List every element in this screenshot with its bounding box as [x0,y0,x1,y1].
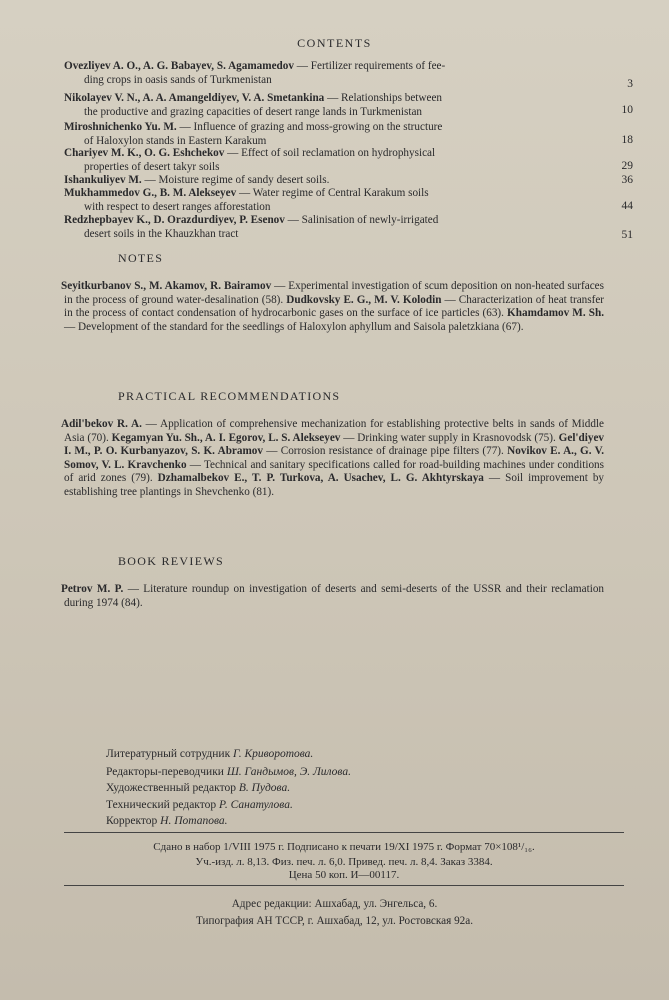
staff-line: Технический редактор Р. Санатулова. [106,799,293,811]
staff-line: Редакторы-переводчики Ш. Гандымов, Э. Лилова. [106,766,351,778]
staff-line: Литературный сотрудник Г. Криворотова. [106,748,314,760]
entry-title-cont: the productive and grazing capacities of desert range lands in Turkmenistan [84,105,423,118]
entry-title: — Relationships between [327,92,443,104]
notes-heading: NOTES [118,251,164,265]
entry-title: — Salinisation of newly-irrigated [287,214,439,226]
entry-page: 29 [621,160,633,172]
note-authors: Dudkovsky E. G., M. V. Kolodin [286,293,442,306]
entry-title: — Moisture regime of sandy desert soils. [144,174,330,186]
entry-page: 18 [621,134,633,146]
rec-text: — Corrosion resistance of drainage pipe filters (77). [266,445,504,458]
contents-entry [64,187,604,214]
contents-heading: CONTENTS [297,36,372,50]
divider [64,885,624,886]
staff-line: Художественный редактор В. Пудова. [106,782,291,794]
entry-title: — Water regime of Central Karakum soils [238,187,429,199]
entry-title-cont: ding crops in oasis sands of Turkmenistan [84,73,272,86]
note-authors: Seyitkurbanov S., M. Akamov, R. Bairamov [61,280,272,292]
rec-authors: Adil'bekov R. A. [61,418,142,430]
reviews-paragraph [61,583,605,610]
rec-text: — Soil improvement by establishing tree plantings in Shevchenko (81). [64,472,605,498]
entry-title-cont: desert soils in the Khauzkhan tract [84,227,239,240]
rec-text: — Technical and sanitary specifications called for road-building machines under conditions of arid zones (79). [64,458,604,485]
entry-authors: Miroshnichenko Yu. M. [64,121,177,133]
contents-entry [64,60,604,87]
note-text: — Characterization of heat transfer in the process of contact condensation of hydrocarbonic gases on the surface of ice particles (63). [64,293,605,320]
contents-entry [64,147,604,174]
entry-authors: Chariyev M. K., O. G. Eshchekov [64,147,225,159]
entry-title-cont: with respect to desert ranges afforestation [84,200,271,213]
imprint-line: Сдано в набор 1/VIII 1975 г. Подписано к печати 19/XI 1975 г. Формат 70×108¹/₁₆. [153,841,535,853]
entry-authors: Ishankuliyev M. [64,174,142,186]
contents-entry [64,174,604,188]
entry-page: 51 [621,229,633,241]
imprint-line: Уч.-изд. л. 8,13. Физ. печ. л. 6,0. Привед. печ. л. 8,4. Заказ 3384. [195,856,493,868]
contents-entry [64,92,604,119]
reviews-heading: BOOK REVIEWS [118,554,224,568]
printing-house-address: Типография АН ТССР, г. Ашхабад, 12, ул. Ростовская 92а. [195,915,474,927]
practical-paragraph [61,418,605,500]
rec-text: — Application of comprehensive mechanization for establishing protective belts in sands of Middle Asia (70). [64,418,604,444]
entry-authors: Mukhammedov G., B. M. Alekseyev [64,187,237,199]
note-text: — Experimental investigation of scum deposition on non-heated surfaces in the process of ground water-desalination (58). [64,280,605,306]
rec-authors: Novikov E. A., G. V. Somov, V. L. Kravchenko [64,445,605,471]
entry-title: — Fertilizer requirements of fee- [296,60,446,72]
entry-authors: Nikolayev V. N., A. A. Amangeldiyev, V. A. Smetankina [64,92,325,104]
rec-authors: Kegamyan Yu. Sh., A. I. Egorov, L. S. Alekseyev [111,431,341,444]
entry-page: 44 [621,200,633,212]
entry-title: — Effect of soil reclamation on hydrophysical [227,147,436,159]
entry-title-cont: properties of desert takyr soils [84,160,220,173]
divider [64,832,624,833]
entry-page: 36 [621,174,633,186]
editorial-address: Адрес редакции: Ашхабад, ул. Энгельса, 6. [231,898,438,910]
rec-authors: Dzhamalbekov E., T. P. Turkova, A. Usachev, L. G. Akhtyrskaya [157,472,484,485]
rec-authors: Gel'diyev I. M., P. O. Kurbanyazov, S. K. Abramov [64,431,605,458]
note-text: — Development of the standard for the seedlings of Haloxylon aphyllum and Saisola paletzkiana (67). [64,320,524,333]
contents-entry [64,214,604,241]
entry-authors: Ovezliyev A. O., A. G. Babayev, S. Agamamedov [64,60,294,72]
entry-title: — Influence of grazing and moss-growing on the structure [179,121,443,133]
entry-page: 3 [627,78,633,90]
rec-text: — Drinking water supply in Krasnovodsk (75). [343,431,556,444]
practical-heading: PRACTICAL RECOMMENDATIONS [118,389,341,403]
staff-line: Корректор Н. Потапова. [106,815,228,827]
entry-title-cont: of Haloxylon stands in Eastern Karakum [84,134,267,147]
notes-paragraph [61,280,605,334]
note-authors: Khamdamov M. Sh. [507,307,604,320]
entry-authors: Redzhepbayev K., D. Orazdurdiyev, P. Esenov [64,214,285,226]
entry-page: 10 [621,104,633,116]
review-authors: Petrov M. P. [61,583,124,595]
contents-entry [64,121,604,148]
imprint-line: Цена 50 коп. И—00117. [288,869,400,881]
review-text: — Literature roundup on investigation of deserts and semi-deserts of the USSR and their reclamation during 1974 (84). [64,583,605,609]
